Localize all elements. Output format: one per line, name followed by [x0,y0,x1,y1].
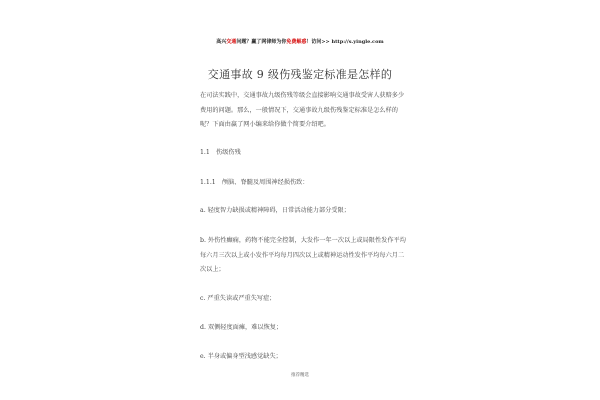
list-item-c: c. 严重失读或严重失写症； [200,295,276,302]
list-item-e: e. 半身或偏身型浅感觉缺失； [200,353,282,360]
page-footer: 推荐精选 [291,373,309,378]
list-item-b: b. 外伤性癫痫，药物不能完全控制，大发作一年一次以上或局限性发作平均每六月三次以上或小发作平均每月四次以上或精神运动性发作平均每六月二次以上； [200,237,406,273]
header-highlight-1: 交通 [226,39,237,45]
list-item-a: a. 轻度智力缺损或精神障碍，日常活动能力部分受限； [200,207,350,214]
intro-paragraph: 在司法实践中，交通事故九级伤残等级会直接影响交通事故受害人获赔多少费用的问题。那么，一般情况下，交通事故九级伤残鉴定标准是怎么样的呢？下面由赢了网小编来给你做个简要介绍吧。 [200,92,405,128]
subsection-heading: 1.1.1 颅脑、脊髓及周围神经损伤致： [200,179,309,186]
header-highlight-2: 免费解惑 [286,39,307,45]
page-header-banner [0,38,600,45]
header-link[interactable]: ！访问>> http://s.yingle.com [306,39,384,45]
document-title: 交通事故 9 级伤残鉴定标准是怎样的 [207,68,393,81]
header-text-1: 高兴 [216,39,227,45]
list-item-d: d. 双侧轻度面瘫，难以恢复； [200,324,283,331]
section-heading: 1.1 伤级伤残 [200,149,241,156]
header-text-2: 问题？赢了网律师为你 [236,39,287,45]
